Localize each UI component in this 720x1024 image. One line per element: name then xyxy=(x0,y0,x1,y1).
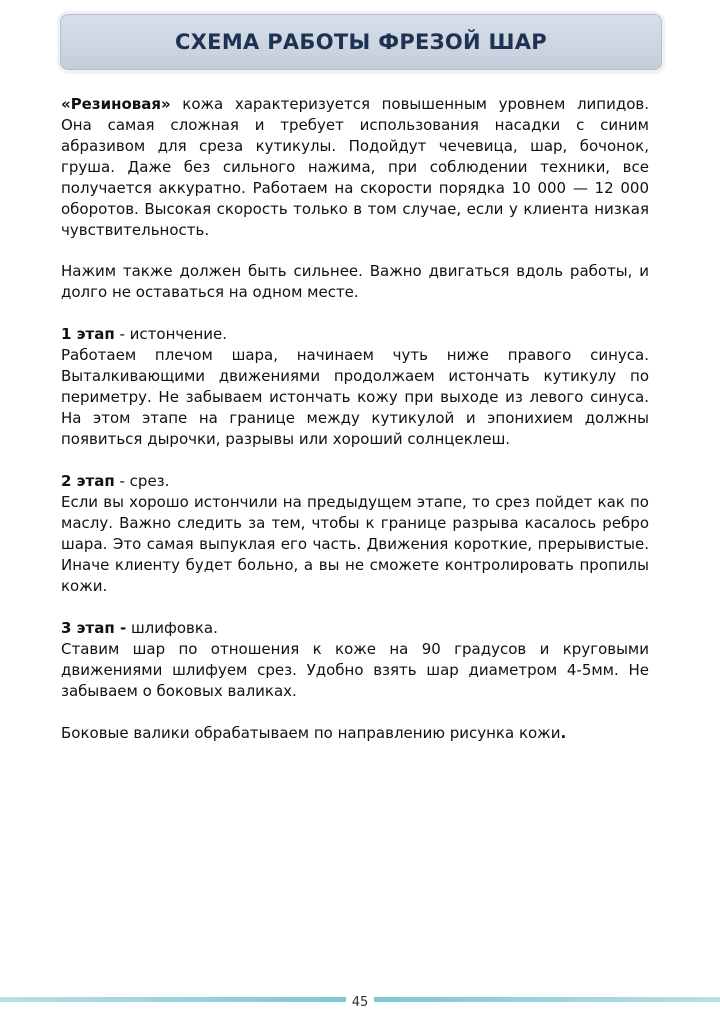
intro-text: кожа характеризуется повышенным уровнем липидов. Она самая сложная и требует использования насадки с синим абразивом для среза кутикулы. Подойдут чечевица, шар, бочонок, груша. Даже без сильного нажима, при соблюдении техники, все получается аккуратно. Работаем на скорости порядка 10 000 — 12 000 оборотов. Высокая скорость только в том случае, если у клиента низкая чувствительность. xyxy=(61,95,649,239)
document-body xyxy=(61,94,649,744)
page-number: 45 xyxy=(346,995,375,1010)
closing-period: . xyxy=(560,724,567,742)
closing-paragraph xyxy=(61,723,649,744)
stage3-header xyxy=(61,618,649,639)
pressure-paragraph: Нажим также должен быть сильнее. Важно двигаться вдоль работы, и долго не оставаться на одном месте. xyxy=(61,262,649,301)
stage1-header xyxy=(61,324,649,345)
stage3-subtitle: шлифовка. xyxy=(126,619,218,637)
title-banner xyxy=(60,14,662,70)
stage1-heading: 1 этап xyxy=(61,325,115,343)
page-number-container xyxy=(0,995,720,1010)
stage2-heading: 2 этап xyxy=(61,472,115,490)
stage1-paragraph: Работаем плечом шара, начинаем чуть ниже правого синуса. Выталкивающими движениями продолжаем истончать кутикулу по периметру. Не забываем истончать кожу при выходе из левого синуса. На этом этапе на границе между кутикулой и эпонихием должны появиться дырочки, разрывы или хороший солнцеклеш. xyxy=(61,346,649,448)
stage1-subtitle: - истончение. xyxy=(114,325,228,343)
intro-paragraph xyxy=(61,94,649,241)
stage2-paragraph: Если вы хорошо истончили на предыдущем этапе, то срез пойдет как по маслу. Важно следить за тем, чтобы к границе разрыва касалось ребро шара. Это самая выпуклая его часть. Движения короткие, прерывистые. Иначе клиенту будет больно, а вы не сможете контролировать пропилы кожи. xyxy=(61,493,649,595)
stage3-paragraph: Ставим шар по отношения к коже на 90 градусов и круговыми движениями шлифуем срез. Удобно взять шар диаметром 4-5мм. Не забываем о боковых валиках. xyxy=(61,640,649,700)
page-title: СХЕМА РАБОТЫ ФРЕЗОЙ ШАР xyxy=(174,30,547,54)
stage3-heading: 3 этап - xyxy=(61,619,127,637)
stage2-subtitle: - срез. xyxy=(114,472,170,490)
closing-text: Боковые валики обрабатываем по направлению рисунка кожи xyxy=(61,724,561,742)
stage2-header xyxy=(61,471,649,492)
intro-term: «Резиновая» xyxy=(61,95,171,113)
